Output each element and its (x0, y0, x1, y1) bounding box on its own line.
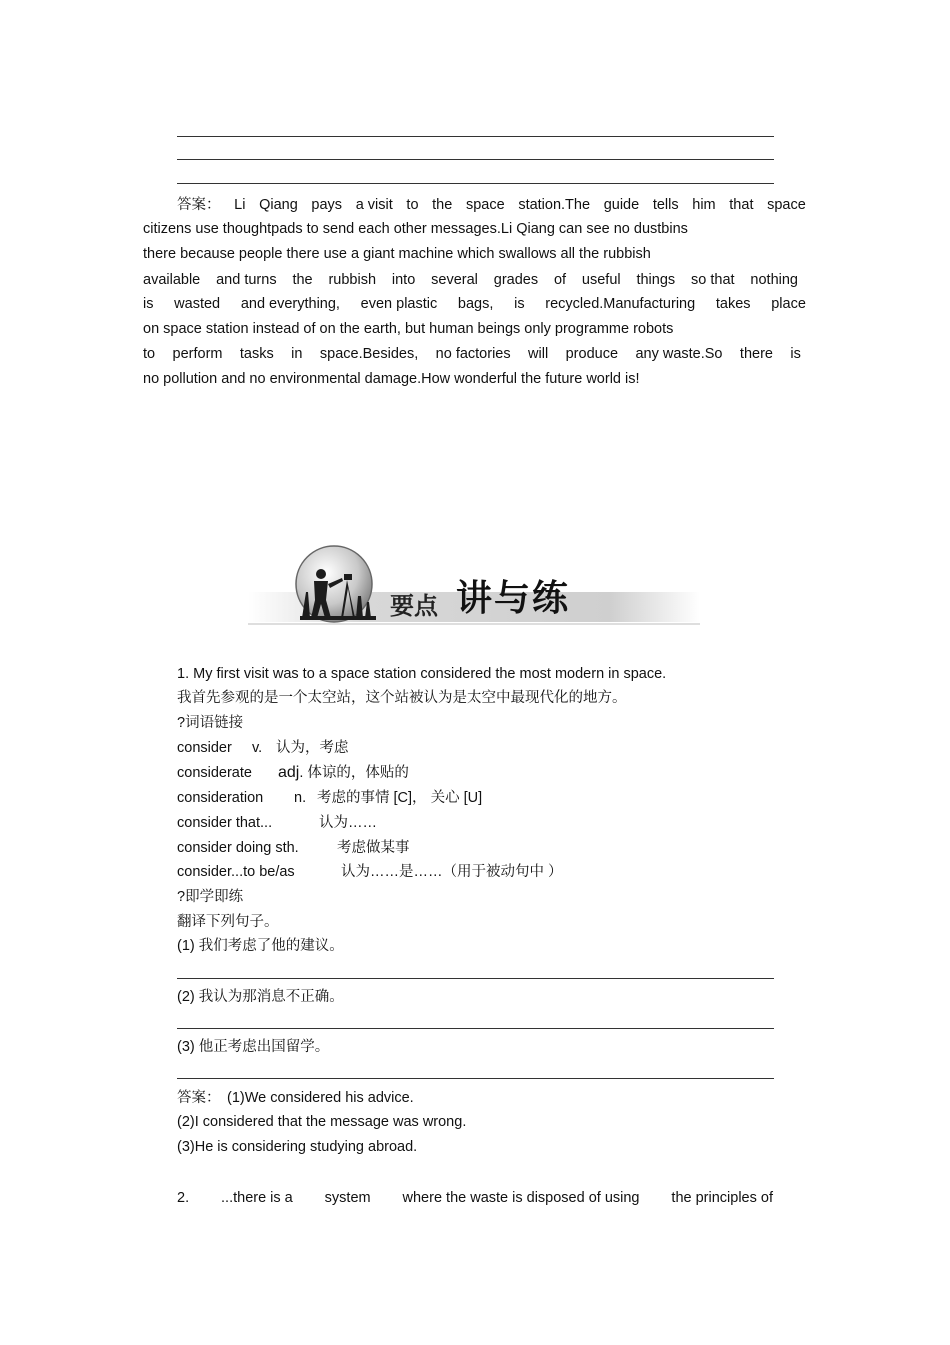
word: recycled.Manufacturing (545, 296, 696, 312)
word: is (143, 296, 154, 312)
answer-paragraph-line-3: there because people there use a giant machine which swallows all the rubbish (143, 246, 651, 262)
word: takes (715, 296, 751, 312)
question-3: (3) 他正考虑出国留学。 (177, 1039, 330, 1055)
vocab-row (177, 862, 563, 882)
answer-3: (3)He is considering studying abroad. (177, 1139, 418, 1155)
word: useful (581, 272, 621, 288)
answer-blank-line-1 (177, 136, 774, 137)
vocab-term: consider...to be/as (177, 864, 295, 880)
word: wasted (174, 296, 221, 312)
word: rubbish (328, 272, 377, 288)
answer-paragraph-line-1 (177, 195, 806, 215)
word: perform (172, 346, 223, 362)
vocab-heading: ?词语链接 (177, 715, 244, 731)
word: several (431, 272, 478, 288)
answer-2: (2)I considered that the message was wrong. (177, 1114, 467, 1130)
word: pays (311, 197, 343, 213)
word: tasks (239, 346, 274, 362)
vocab-row (177, 788, 482, 808)
answer-label: 答案： (177, 197, 221, 213)
answer-paragraph-line-5 (143, 294, 806, 314)
answer-blank-line-3 (177, 183, 774, 184)
word: things (636, 272, 676, 288)
word: to (406, 197, 419, 213)
vocab-term: consideration (177, 790, 264, 806)
banner-graphic (248, 544, 700, 630)
word: in (291, 346, 303, 362)
vocab-meaning: 认为，考虑 (276, 740, 349, 756)
word: him (692, 197, 716, 213)
word: station.The (518, 197, 591, 213)
item2-sentence (177, 1188, 773, 1208)
word: the (292, 272, 313, 288)
answer-paragraph-line-4 (143, 270, 798, 290)
word: space.Besides, (319, 346, 419, 362)
word: where the waste is disposed of using (402, 1190, 640, 1206)
word: bags, (457, 296, 494, 312)
vocab-term: considerate (177, 765, 252, 781)
item1-sentence: 1. My first visit was to a space station considered the most modern in space. (177, 666, 667, 682)
word: ...there is a (221, 1190, 293, 1206)
word: the principles of (671, 1190, 773, 1206)
vocab-pos: n. (294, 790, 307, 806)
word: a visit (355, 197, 393, 213)
vocab-pos: adj (278, 764, 300, 781)
question-3-answer-line (177, 1078, 774, 1079)
word: and everything, (240, 296, 340, 312)
vocab-row (177, 813, 377, 833)
vocab-meaning: 考虑做某事 (337, 840, 410, 856)
answer-label: 答案： (177, 1090, 221, 1106)
word: is (790, 346, 801, 362)
word: Li (234, 197, 246, 213)
answer-paragraph-line-8: no pollution and no environmental damage.How wonderful the future world is! (143, 371, 640, 387)
word: available (143, 272, 201, 288)
banner-title-part2: 讲与练 (456, 577, 571, 619)
vocab-row (177, 763, 409, 783)
word: Qiang (259, 197, 298, 213)
word: and turns (216, 272, 277, 288)
item1-translation: 我首先参观的是一个太空站，这个站被认为是太空中最现代化的地方。 (177, 690, 627, 706)
vocab-meaning: . 体谅的，体贴的 (299, 765, 409, 781)
word: 2. (177, 1190, 190, 1206)
banner-title-part1: 要点 (390, 591, 438, 620)
answer-paragraph-line-6: on space station instead of on the earth, but human beings only programme robots (143, 321, 674, 337)
word: into (391, 272, 416, 288)
answer-1: (1)We considered his advice. (227, 1090, 414, 1106)
vocab-term: consider (177, 740, 232, 756)
vocab-row (177, 838, 410, 858)
answer-row-1 (177, 1088, 414, 1108)
question-1: (1) 我们考虑了他的建议。 (177, 938, 344, 954)
word: produce (565, 346, 619, 362)
word: tells (652, 197, 679, 213)
answer-blank-line-2 (177, 159, 774, 160)
word: guide (603, 197, 640, 213)
word: so that (691, 272, 735, 288)
practice-heading: ?即学即练 (177, 889, 244, 905)
answer-paragraph-line-2: citizens use thoughtpads to send each other messages.Li Qiang can see no dustbins (143, 221, 688, 237)
vocab-meaning: 考虑的事情 [C]， 关心 [U] (317, 790, 483, 806)
question-1-answer-line (177, 978, 774, 979)
word: space (767, 197, 806, 213)
vocab-row (177, 738, 349, 758)
word: no factories (435, 346, 511, 362)
word: nothing (750, 272, 798, 288)
word: the (432, 197, 453, 213)
answer-paragraph-line-7 (143, 344, 801, 364)
word: system (324, 1190, 371, 1206)
word: there (739, 346, 773, 362)
vocab-term: consider doing sth. (177, 840, 299, 856)
word: grades (493, 272, 539, 288)
word: any waste.So (635, 346, 723, 362)
word: space (465, 197, 505, 213)
word: of (553, 272, 567, 288)
question-2: (2) 我认为那消息不正确。 (177, 989, 344, 1005)
section-banner (248, 544, 700, 630)
vocab-meaning: 认为……是……（用于被动句中 ） (341, 864, 563, 880)
word: that (729, 197, 754, 213)
word: place (771, 296, 806, 312)
vocab-meaning: 认为…… (319, 815, 377, 831)
word: to (143, 346, 156, 362)
question-2-answer-line (177, 1028, 774, 1029)
vocab-term: consider that... (177, 815, 273, 831)
word: will (528, 346, 549, 362)
word: is (514, 296, 525, 312)
word: even plastic (360, 296, 438, 312)
vocab-pos: v. (252, 740, 263, 756)
practice-instruction: 翻译下列句子。 (177, 914, 279, 930)
